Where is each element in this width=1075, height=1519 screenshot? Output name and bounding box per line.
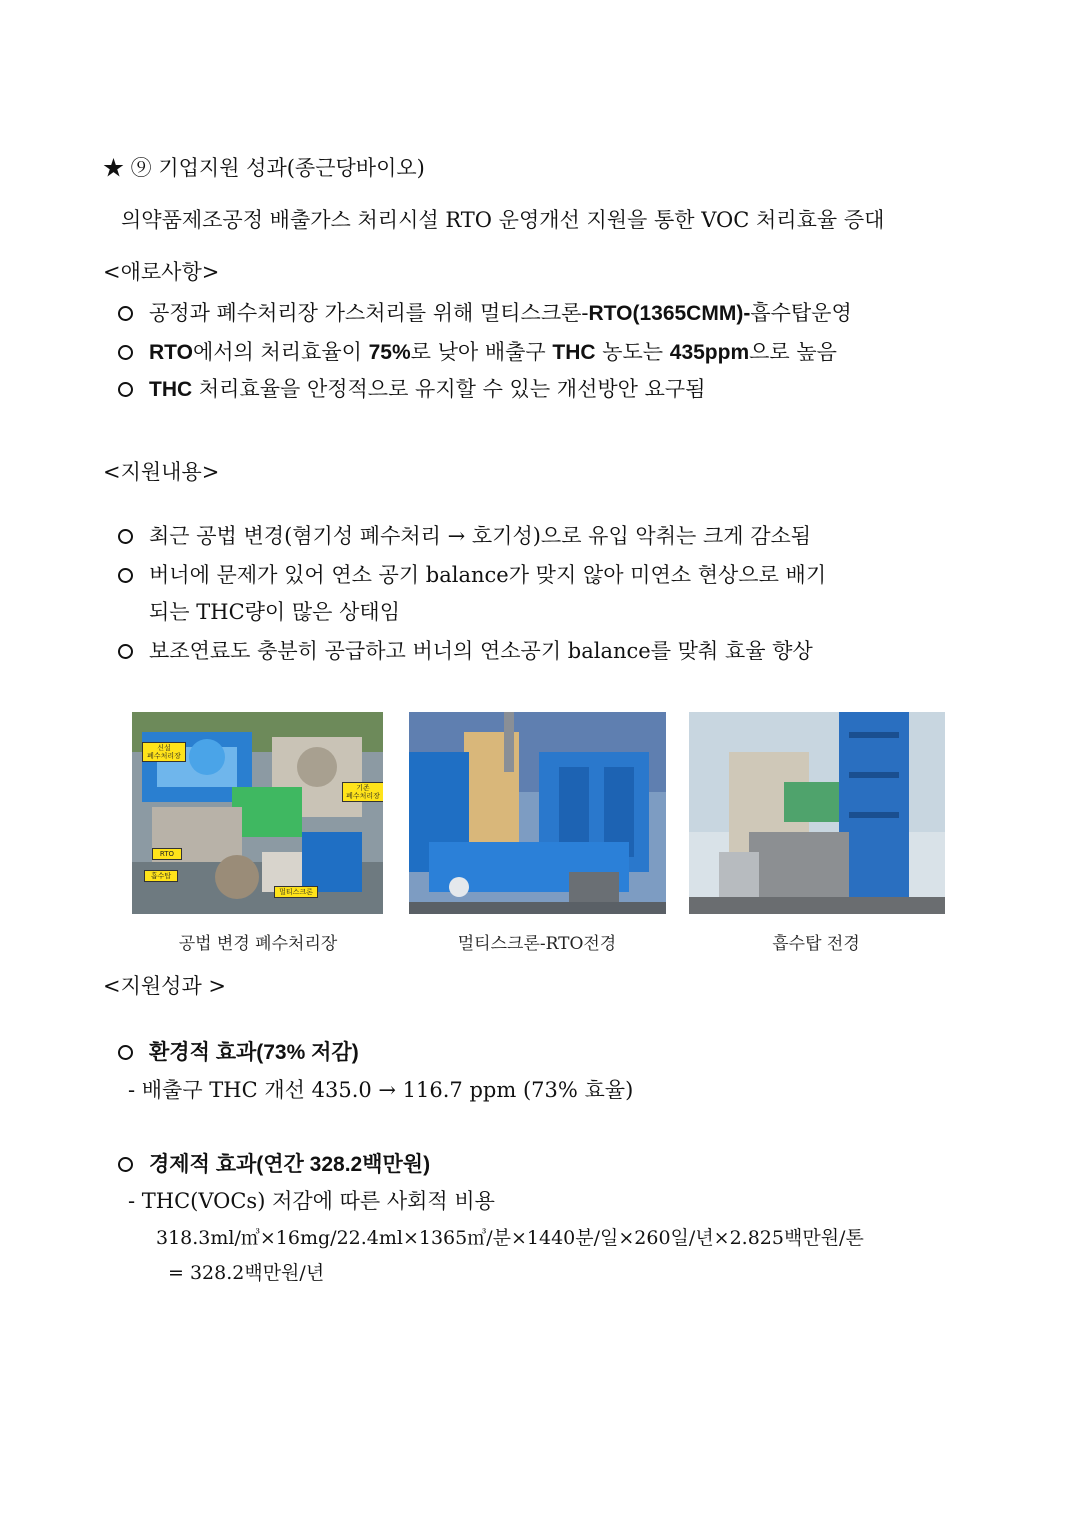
support-item-2: 버너에 문제가 있어 연소 공기 balance가 맞지 않아 미연소 현상으로 배기 (118, 559, 826, 589)
tag-existing-plant: 기존 폐수처리장 (342, 782, 383, 802)
results-heading: <지원성과 > (103, 974, 227, 998)
econ-effect-detail: - THC(VOCs) 저감에 따른 사회적 비용 (128, 1189, 495, 1213)
photo-caption-1: 공법 변경 폐수처리장 (178, 934, 338, 954)
issue-item-2: RTO에서의 처리효율이 75%로 낮아 배출구 THC 농도는 435ppm으로 높음 (118, 336, 837, 366)
photo-caption-3: 흡수탑 전경 (772, 934, 860, 954)
photo-caption-2: 멀티스크론-RTO전경 (457, 934, 617, 954)
tag-multicyclone: 멀티스크론 (274, 886, 318, 898)
cost-formula-result: = 328.2백만원/년 (168, 1262, 325, 1284)
env-effect-detail: - 배출구 THC 개선 435.0 → 116.7 ppm (73% 효율) (128, 1078, 634, 1102)
page-title: ★ ⑨ 기업지원 성과(종근당바이오) (103, 156, 425, 180)
bullet-icon (118, 1157, 133, 1172)
bullet-icon (118, 382, 133, 397)
issue-item-1: 공정과 폐수처리장 가스처리를 위해 멀티스크론-RTO(1365CMM)-흡수탑운영 (118, 297, 852, 327)
bullet-icon (118, 345, 133, 360)
tag-absorber: 흡수탑 (144, 870, 178, 882)
support-item-2-continued: 되는 THC량이 많은 상태임 (149, 600, 400, 624)
issues-heading: <애로사항> (103, 260, 220, 284)
bullet-icon (118, 568, 133, 583)
bullet-icon (118, 1045, 133, 1060)
bullet-icon (118, 644, 133, 659)
env-effect-title: 환경적 효과(73% 저감) (118, 1036, 359, 1066)
bullet-icon (118, 529, 133, 544)
support-item-1: 최근 공법 변경(혐기성 폐수처리 → 호기성)으로 유입 악취는 크게 감소됨 (118, 520, 811, 550)
tag-new-plant: 신설 폐수처리장 (142, 742, 186, 762)
photo-wastewater-plant (132, 712, 383, 914)
econ-effect-title: 경제적 효과(연간 328.2백만원) (118, 1148, 430, 1178)
photo-absorber-tower (689, 712, 945, 914)
tag-rto: RTO (152, 848, 182, 860)
cost-formula: 318.3ml/㎥×16mg/22.4ml×1365㎥/분×1440분/일×260일/년×2.825백만원/톤 (156, 1227, 864, 1249)
page-subtitle: 의약품제조공정 배출가스 처리시설 RTO 운영개선 지원을 통한 VOC 처리효율 증대 (121, 208, 885, 232)
issue-item-3: THC 처리효율을 안정적으로 유지할 수 있는 개선방안 요구됨 (118, 373, 705, 403)
support-item-3: 보조연료도 충분히 공급하고 버너의 연소공기 balance를 맞춰 효율 향상 (118, 635, 813, 665)
photo-multicyclone-rto (409, 712, 666, 914)
support-heading: <지원내용> (103, 460, 220, 484)
bullet-icon (118, 306, 133, 321)
